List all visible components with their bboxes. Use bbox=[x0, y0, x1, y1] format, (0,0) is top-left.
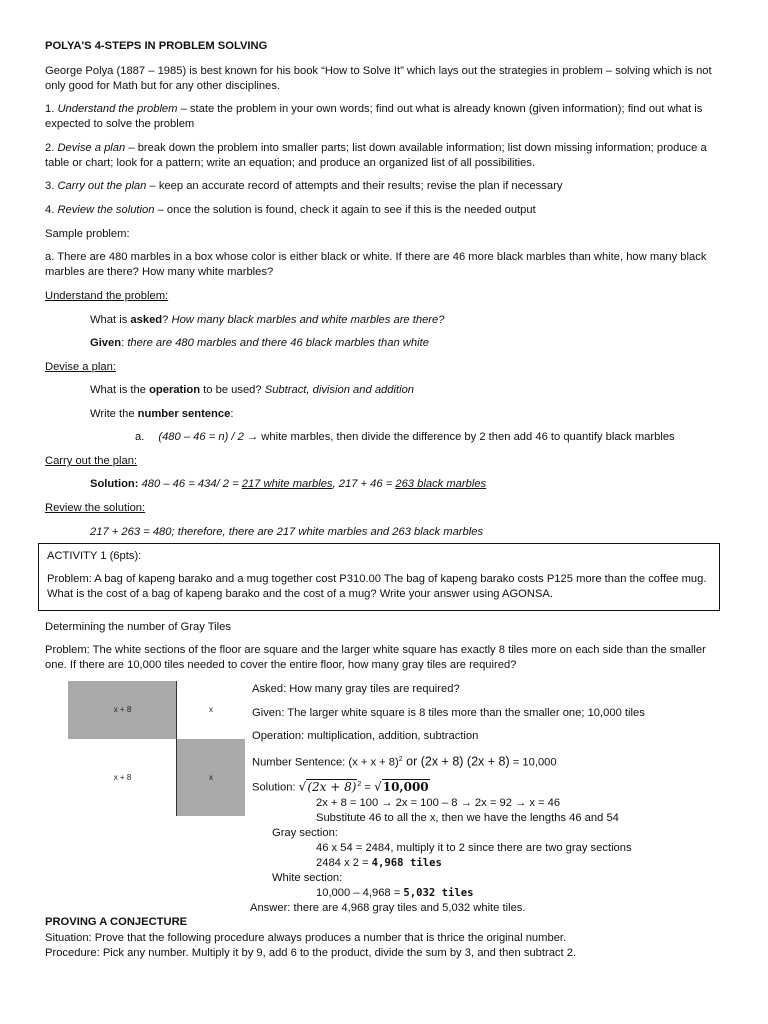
gray-solution-line-1: 2x + 8 = 100 → 2x = 100 – 8 → 2x = 92 → x = 46 bbox=[316, 797, 561, 809]
sample-problem: a. There are 480 marbles in a box whose color is either black or white. If there are 46 more black marbles than white, how many black marbles are there? How many white marbles? bbox=[45, 251, 707, 278]
asked-answer: How many black marbles and white marbles are there? bbox=[171, 314, 445, 326]
diagram-bottom-left-cell bbox=[68, 739, 177, 816]
step-description: – once the solution is found, check it again to see if this is the needed output bbox=[154, 204, 536, 216]
gray-operation: Operation: multiplication, addition, subtraction bbox=[252, 730, 479, 742]
review-text: 217 + 263 = 480; therefore, there are 217 white marbles and 263 black marbles bbox=[90, 526, 484, 538]
intro-text: George Polya (1887 – 1985) is best known for his book “How to Solve It” which lays out the strategies in problem – solving which is not only good for Math but for any other disciplines. bbox=[45, 65, 712, 92]
conjecture-situation: Situation: Prove that the following procedure always produces a number that is thrice the original number. bbox=[45, 932, 567, 944]
gray-solution-line-5 bbox=[316, 886, 474, 901]
page-title: POLYA'S 4-STEPS IN PROBLEM SOLVING bbox=[45, 40, 268, 52]
asked-keyword: asked bbox=[130, 314, 163, 326]
step-number: 1. bbox=[45, 103, 58, 115]
solution-equals: = bbox=[361, 781, 375, 794]
review-line bbox=[90, 525, 483, 540]
gray-solution-line-3: 46 x 54 = 2484, multiply it to 2 since there are two gray sections bbox=[316, 842, 632, 854]
sqrt-icon: √ bbox=[298, 779, 307, 794]
step-number: 3. bbox=[45, 180, 58, 192]
solution-label: Solution: bbox=[252, 781, 299, 794]
given-answer: there are 480 marbles and there 46 black marbles than white bbox=[127, 337, 429, 349]
solution-exponent: 2 bbox=[357, 781, 362, 788]
line5-expression: 10,000 – 4,968 = bbox=[316, 887, 404, 899]
given-line bbox=[90, 336, 429, 351]
diagram-large-gray-square bbox=[68, 681, 177, 739]
gray-tiles-heading: Determining the number of Gray Tiles bbox=[45, 621, 231, 633]
ns-prefix: Number Sentence: (x + x + 8) bbox=[252, 756, 399, 769]
diagram-label-bottom-right: x bbox=[209, 772, 213, 782]
asked-line bbox=[90, 313, 444, 328]
gray-asked: Asked: How many gray tiles are required? bbox=[252, 683, 460, 695]
solution-right-radicand: 10,000 bbox=[382, 779, 429, 794]
operation-answer: Subtract, division and addition bbox=[264, 384, 415, 396]
activity-body: Problem: A bag of kapeng barako and a mug together cost P310.00 The bag of kapeng barako costs P125 more than the coffee mug. What is the cost of a bag of kapeng barako and the cost of a mug? Write your answer using AGONSA. bbox=[47, 573, 707, 600]
diagram-label-bottom-left: x + 8 bbox=[113, 772, 132, 782]
asked-question-mark: ? bbox=[162, 314, 172, 326]
gray-solution bbox=[252, 778, 430, 795]
gray-tiles-problem: Problem: The white sections of the floor are square and the larger white square has exactly 8 tiles more on each side than the smaller one. If there are 10,000 tiles needed to cover the entire floor, how many gray tiles are required? bbox=[45, 644, 706, 671]
step-description: – keep an accurate record of attempts and their results; revise the plan if necessary bbox=[146, 180, 563, 192]
gray-solution-line-4 bbox=[316, 856, 442, 871]
gray-tiles-result: 4,968 tiles bbox=[371, 857, 442, 869]
step-name: Review the solution bbox=[57, 204, 155, 216]
devise-heading: Devise a plan: bbox=[45, 361, 116, 373]
solution-expression: 480 – 46 = 434/ 2 = bbox=[138, 478, 242, 490]
gray-answer: Answer: there are 4,968 gray tiles and 5,032 white tiles. bbox=[250, 902, 526, 914]
white-tiles-result: 5,032 tiles bbox=[403, 887, 474, 899]
number-sentence-item bbox=[135, 430, 675, 445]
solution-left-radicand: (2x + 8) bbox=[307, 779, 357, 794]
operation-keyword: operation bbox=[149, 384, 201, 396]
step-number: 4. bbox=[45, 204, 58, 216]
diagram-divider bbox=[176, 681, 177, 816]
conjecture-procedure: Procedure: Pick any number. Multiply it by 9, add 6 to the product, divide the sum by 3, and then subtract 2. bbox=[45, 947, 577, 959]
item-rest: white marbles, then divide the difference by 2 then add 46 to quantify black marbles bbox=[258, 431, 675, 443]
diagram-label-top-left: x + 8 bbox=[113, 705, 132, 714]
gray-given: Given: The larger white square is 8 tiles more than the smaller one; 10,000 tiles bbox=[252, 707, 645, 719]
item-expression: (480 – 46 = n) / 2 bbox=[158, 431, 247, 443]
step-name: Carry out the plan bbox=[57, 180, 147, 192]
step-4 bbox=[45, 203, 730, 218]
activity-title: ACTIVITY 1 (6pts): bbox=[47, 550, 142, 562]
step-2 bbox=[45, 141, 730, 170]
ns-expression: (2x + 8) (2x + 8) bbox=[420, 754, 510, 769]
number-sentence-keyword: number sentence bbox=[137, 408, 231, 420]
diagram-top-right-cell bbox=[177, 681, 245, 739]
sqrt-icon: √ bbox=[374, 779, 382, 794]
solution-line bbox=[90, 477, 486, 492]
review-heading: Review the solution: bbox=[45, 502, 146, 514]
understand-heading: Understand the problem: bbox=[45, 290, 169, 302]
given-colon: : bbox=[121, 337, 128, 349]
solution-white-result: 217 white marbles bbox=[241, 478, 333, 490]
tile-diagram bbox=[68, 681, 245, 816]
diagram-small-gray-square bbox=[177, 739, 245, 816]
given-keyword: Given bbox=[90, 337, 122, 349]
operation-prefix: What is the bbox=[90, 384, 150, 396]
carry-heading: Carry out the plan: bbox=[45, 455, 138, 467]
step-name: Devise a plan bbox=[57, 142, 126, 154]
gray-solution-line-2: Substitute 46 to all the x, then we have the lengths 46 and 54 bbox=[316, 812, 619, 824]
step-1 bbox=[45, 102, 730, 131]
intro-paragraph bbox=[45, 64, 730, 93]
operation-suffix: to be used? bbox=[200, 384, 265, 396]
number-sentence-prefix: Write the bbox=[90, 408, 138, 420]
ns-or: or bbox=[402, 754, 421, 769]
step-description: – break down the problem into smaller parts; list down available information; list down missing information; produce a table or chart; look for a pattern; write an equation; and produce an organized list of all possibilities. bbox=[45, 142, 707, 169]
conjecture-heading: PROVING A CONJECTURE bbox=[45, 916, 188, 928]
gray-section-label: Gray section: bbox=[272, 827, 338, 839]
ns-equals: = 10,000 bbox=[509, 756, 557, 769]
step-description: – state the problem in your own words; find out what is already known (given information); find out what is expected to solve the problem bbox=[45, 103, 703, 130]
sample-label: Sample problem: bbox=[45, 228, 130, 240]
solution-black-result: 263 black marbles bbox=[395, 478, 487, 490]
activity-box bbox=[38, 543, 720, 611]
arrow-icon: → bbox=[246, 431, 259, 443]
solution-mid: , 217 + 46 = bbox=[332, 478, 396, 490]
item-letter: a. bbox=[135, 431, 145, 443]
operation-line bbox=[90, 383, 414, 398]
number-sentence-suffix: : bbox=[230, 408, 234, 420]
diagram-label-top-right: x bbox=[209, 705, 213, 714]
white-section-label: White section: bbox=[272, 872, 343, 884]
ns-exponent: 2 bbox=[398, 756, 403, 763]
line4-expression: 2484 x 2 = bbox=[316, 857, 372, 869]
step-number: 2. bbox=[45, 142, 58, 154]
solution-label: Solution: bbox=[90, 478, 139, 490]
step-name: Understand the problem bbox=[57, 103, 178, 115]
step-3 bbox=[45, 179, 730, 194]
asked-prefix: What is bbox=[90, 314, 131, 326]
gray-number-sentence bbox=[252, 753, 557, 770]
number-sentence-line bbox=[90, 407, 233, 422]
